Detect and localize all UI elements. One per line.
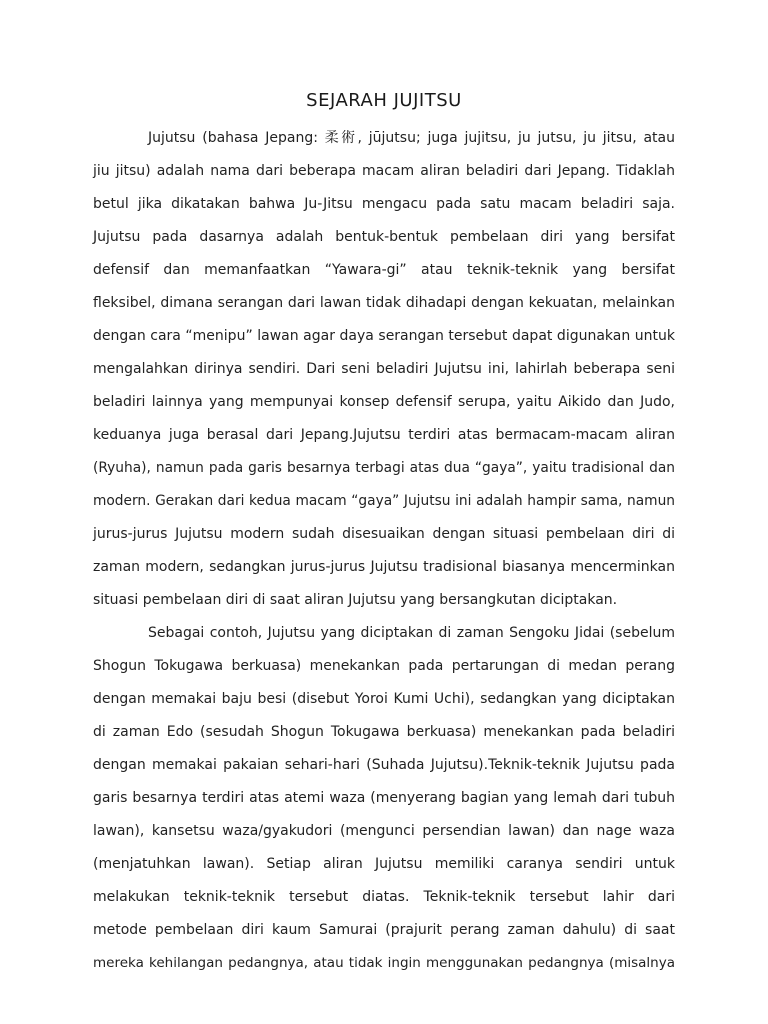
text-line: jurus-jurus Jujutsu modern sudah disesuaikan dengan situasi pembelaan diri di xyxy=(93,526,675,542)
text-line: lawan), kansetsu waza/gyakudori (mengunci persendian lawan) dan nage waza xyxy=(93,823,675,839)
text-line: fleksibel, dimana serangan dari lawan tidak dihadapi dengan kekuatan, melainkan xyxy=(93,295,675,311)
text-line: Shogun Tokugawa berkuasa) menekankan pada pertarungan di medan perang xyxy=(93,658,675,674)
text-line: dengan memakai pakaian sehari-hari (Suhada Jujutsu).Teknik-teknik Jujutsu pada xyxy=(93,757,675,773)
text-line: modern. Gerakan dari kedua macam “gaya” Jujutsu ini adalah hampir sama, namun xyxy=(93,493,675,509)
text-line: Jujutsu pada dasarnya adalah bentuk-bentuk pembelaan diri yang bersifat xyxy=(93,229,675,245)
text-line: jiu jitsu) adalah nama dari beberapa macam aliran beladiri dari Jepang. Tidaklah xyxy=(93,163,675,179)
text-line: beladiri lainnya yang mempunyai konsep defensif serupa, yaitu Aikido dan Judo, xyxy=(93,394,675,410)
text-line: metode pembelaan diri kaum Samurai (prajurit perang zaman dahulu) di saat xyxy=(93,922,675,938)
text-line: mengalahkan dirinya sendiri. Dari seni beladiri Jujutsu ini, lahirlah beberapa seni xyxy=(93,361,675,377)
text-line: betul jika dikatakan bahwa Ju-Jitsu mengacu pada satu macam beladiri saja. xyxy=(93,196,675,212)
text-line: dengan cara “menipu” lawan agar daya serangan tersebut dapat digunakan untuk xyxy=(93,328,675,344)
text-line: situasi pembelaan diri di saat aliran Jujutsu yang bersangkutan diciptakan. xyxy=(93,592,618,608)
text-line: zaman modern, sedangkan jurus-jurus Jujutsu tradisional biasanya mencerminkan xyxy=(93,559,675,575)
text-line: mereka kehilangan pedangnya, atau tidak ingin menggunakan pedangnya (misalnya xyxy=(93,955,675,971)
text-line: (Ryuha), namun pada garis besarnya terbagi atas dua “gaya”, yaitu tradisional dan xyxy=(93,460,675,476)
paragraph-2 xyxy=(93,617,675,980)
text-line: Jujutsu (bahasa Jepang: 柔術, jūjutsu; juga jujitsu, ju jutsu, ju jitsu, atau xyxy=(148,130,675,146)
paragraph-1 xyxy=(93,122,675,617)
text-line: dengan memakai baju besi (disebut Yoroi Kumi Uchi), sedangkan yang diciptakan xyxy=(93,691,675,707)
text-line: di zaman Edo (sesudah Shogun Tokugawa berkuasa) menekankan pada beladiri xyxy=(93,724,675,740)
document-body xyxy=(93,122,675,980)
text-line: defensif dan memanfaatkan “Yawara-gi” atau teknik-teknik yang bersifat xyxy=(93,262,675,278)
text-line: melakukan teknik-teknik tersebut diatas. Teknik-teknik tersebut lahir dari xyxy=(93,889,675,905)
text-line: (menjatuhkan lawan). Setiap aliran Jujutsu memiliki caranya sendiri untuk xyxy=(93,856,675,872)
text-line: keduanya juga berasal dari Jepang.Jujutsu terdiri atas bermacam-macam aliran xyxy=(93,427,675,443)
document-title: SEJARAH JUJITSU xyxy=(306,90,462,111)
text-line: garis besarnya terdiri atas atemi waza (menyerang bagian yang lemah dari tubuh xyxy=(93,790,675,806)
text-line: Sebagai contoh, Jujutsu yang diciptakan di zaman Sengoku Jidai (sebelum xyxy=(148,625,675,641)
